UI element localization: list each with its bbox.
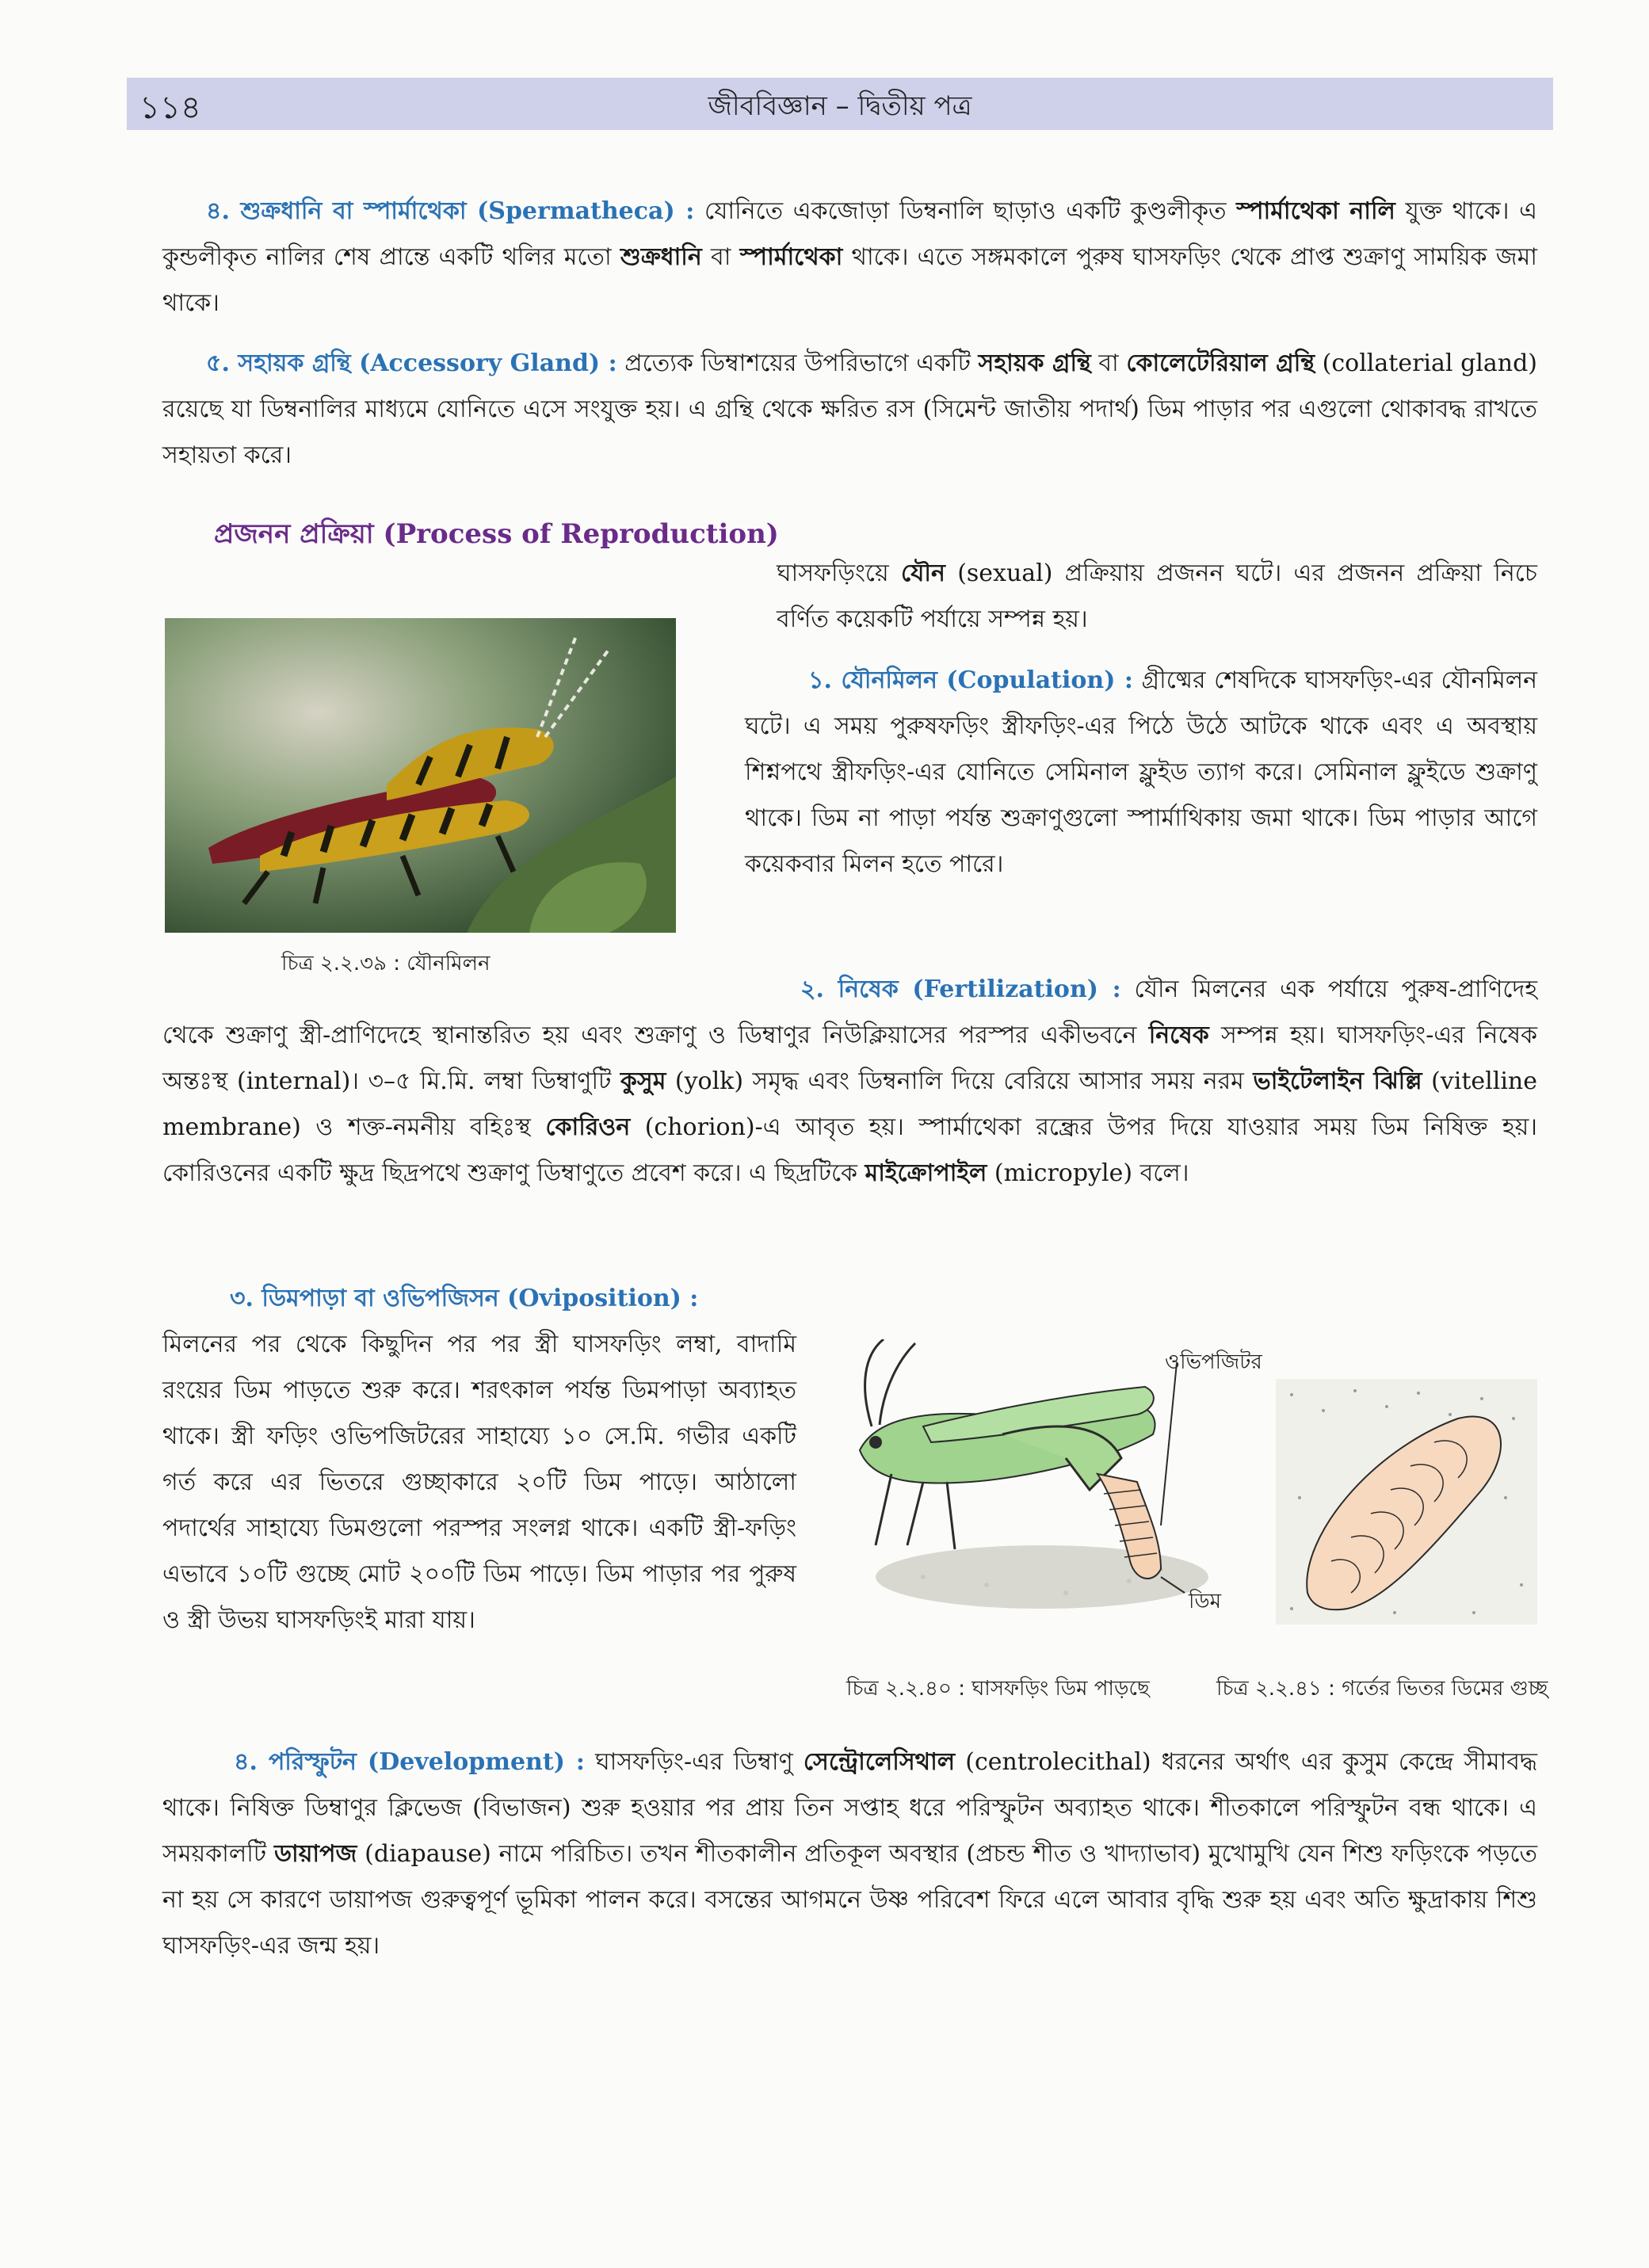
fig41-caption: চিত্র ২.২.৪১ : গর্তের ভিতর ডিমের গুচ্ছ — [1216, 1677, 1548, 1701]
oviposition-heading-line — [162, 1276, 1537, 1322]
oviposition-paragraph: মিলনের পর থেকে কিছুদিন পর পর স্ত্রী ঘাসফড়িং লম্বা, বাদামি রংয়ের ডিম পাড়তে শুরু করে। শরৎকাল পর্যন্ত ডিমপাড়া অব্যাহত থাকে। স্ত্রী ফড়িং ওভিপজিটরের সাহায্যে ১০ সে.মি. গভীর একটি গর্ত করে এর ভিতরে গুচ্ছাকারে ২০টি ডিম পাড়ে। আঠালো পদার্থের সাহায্যে ডিমগুলো পরস্পর সংলগ্ন থাকে। একটি স্ত্রী-ফড়িং এভাবে ১০টি গুচ্ছে মোট ২০০টি ডিম পাড়ে। ডিম পাড়ার পর পুরুষ ও স্ত্রী উভয় ঘাসফড়িংই মারা যায়। — [162, 1331, 796, 1634]
page-number: ১১৪ — [139, 90, 201, 126]
copulation-photo — [165, 618, 676, 933]
fig40-caption: চিত্র ২.২.৪০ : ঘাসফড়িং ডিম পাড়ছে — [846, 1677, 1150, 1701]
spermatheca-heading: ৪. শুক্রধানি বা স্পার্মাথেকা (Spermatheca) : — [206, 197, 695, 225]
development-paragraph: ৪. পরিস্ফুটন (Development) : ঘাসফড়িং-এর ডিম্বাণু সেন্ট্রোলেসিথাল (centrolecithal) ধরনের অর্থাৎ এর কুসুম কেন্দ্রে সীমাবদ্ধ থাকে। নিষিক্ত ডিম্বাণুর ক্লিভেজ (বিভাজন) শুরু হওয়ার পর প্রায় তিন সপ্তাহ ধরে পরিস্ফুটন অব্যাহত থাকে। শীতকালে পরিস্ফুটন বন্ধ থাকে। এ সময়কালটি ডায়াপজ (diapause) নামে পরিচিত। তখন শীতকালীন প্রতিকূল অবস্থার (প্রচন্ড শীত ও খাদ্যাভাব) মুখোমুখি যেন শিশু ফড়িংকে পড়তে না হয় সে কারণে ডায়াপজ গুরুত্বপূর্ণ ভূমিকা পালন করে। বসন্তের আগমনে উষ্ণ পরিবেশ ফিরে এলে আবার বৃদ্ধি শুরু হয় এবং অতি ক্ষুদ্রাকায় শিশু ঘাসফড়িং-এর জন্ম হয়। — [162, 1748, 1538, 1960]
copulation-paragraph: ১. যৌনমিলন (Copulation) : গ্রীষ্মের শেষদিকে ঘাসফড়িং-এর যৌনমিলন ঘটে। এ সময় পুরুষফড়িং স্ত্রীফড়িং-এর পিঠে উঠে আটকে থাকে এবং এ অবস্থায় শিশ্নপথে স্ত্রীফড়িং-এর যোনিতে সেমিনাল ফ্লুইড ত্যাগ করে। সেমিনাল ফ্লুইডে শুক্রাণু থাকে। ডিম না পাড়া পর্যন্ত শুক্রাণুগুলো স্পার্মাথিকায় জমা থাকে। ডিম পাড়ার আগে কয়েকবার মিলন হতে পারে। — [745, 666, 1537, 878]
accessory-gland-paragraph: ৫. সহায়ক গ্রন্থি (Accessory Gland) : প্রত্যেক ডিম্বাশয়ের উপরিভাগে একটি সহায়ক গ্রন্থি বা কোলেটেরিয়াল গ্রন্থি (collaterial gland) রয়েছে যা ডিম্বনালির মাধ্যমে যোনিতে এসে সংযুক্ত হয়। এ গ্রন্থি থেকে ক্ষরিত রস (সিমেন্ট জাতীয় পদার্থ) ডিম পাড়ার পর এগুলো থোকাবদ্ধ রাখতে সহায়তা করে। — [162, 349, 1537, 469]
oviposition-heading: ৩. ডিমপাড়া বা ওভিপজিসন (Oviposition) : — [230, 1285, 699, 1312]
copulation-heading: ১. যৌনমিলন (Copulation) : — [808, 666, 1134, 694]
spermatheca-paragraph: ৪. শুক্রধানি বা স্পার্মাথেকা (Spermatheca) : যোনিতে একজোড়া ডিম্বনালি ছাড়াও একটি কুণ্ডলীকৃত স্পার্মাথেকা নালি যুক্ত থাকে। এ কুন্ডলীকৃত নালির শেষ প্রান্তে একটি থলির মতো শুক্রধানি বা স্পার্মাথেকা থাকে। এতে সঙ্গমকালে পুরুষ ঘাসফড়িং থেকে প্রাপ্ত শুক্রাণু সাময়িক জমা থাকে। — [162, 197, 1537, 317]
grasshopper-oviposition-figure — [828, 1339, 1208, 1609]
reproduction-heading: প্রজনন প্রক্রিয়া (Process of Reproduction) — [214, 518, 779, 550]
fertilization-paragraph: ২. নিষেক (Fertilization) : যৌন মিলনের এক পর্যায়ে পুরুষ-প্রাণিদেহ থেকে শুক্রাণু স্ত্রী-প্রাণিদেহে স্থানান্তরিত হয় এবং শুক্রাণু ও ডিম্বাণুর নিউক্লিয়াসের পরস্পর একীভবনে নিষেক সম্পন্ন হয়। ঘাসফড়িং-এর নিষেক অন্তঃস্থ (internal)। ৩–৫ মি.মি. লম্বা ডিম্বাণুটি কুসুম (yolk) সমৃদ্ধ এবং ডিম্বনালি দিয়ে বেরিয়ে আসার সময় নরম ভাইটেলাইন ঝিল্লি (vitelline membrane) ও শক্ত-নমনীয় বহিঃস্থ কোরিওন (chorion)-এ আবৃত হয়। স্পার্মাথেকা রন্ধ্রের উপর দিয়ে যাওয়ার সময় ডিম নিষিক্ত হয়। কোরিওনের একটি ক্ষুদ্র ছিদ্রপথে শুক্রাণু ডিম্বাণুতে প্রবেশ করে। এ ছিদ্রটিকে মাইক্রোপাইল (micropyle) বলে। — [162, 976, 1538, 1187]
egg-pod-figure — [1276, 1379, 1537, 1625]
reproduction-intro: ঘাসফড়িংয়ে যৌন (sexual) প্রক্রিয়ায় প্রজনন ঘটে। এর প্রজনন প্রক্রিয়া নিচে বর্ণিত কয়েকটি পর্যায়ে সম্পন্ন হয়। — [777, 559, 1537, 633]
fig39-caption: চিত্র ২.২.৩৯ : যৌনমিলন — [281, 952, 491, 976]
running-title: জীববিজ্ঞান – দ্বিতীয় পত্র — [708, 90, 972, 122]
fertilization-heading: ২. নিষেক (Fertilization) : — [800, 976, 1121, 1003]
page-header — [127, 78, 1553, 130]
egg-label: ডিম — [1189, 1590, 1222, 1613]
ovipositor-label: ওভিপজিটর — [1165, 1350, 1262, 1374]
development-heading: ৪. পরিস্ফুটন (Development) : — [234, 1748, 585, 1776]
accessory-gland-heading: ৫. সহায়ক গ্রন্থি (Accessory Gland) : — [206, 349, 617, 377]
